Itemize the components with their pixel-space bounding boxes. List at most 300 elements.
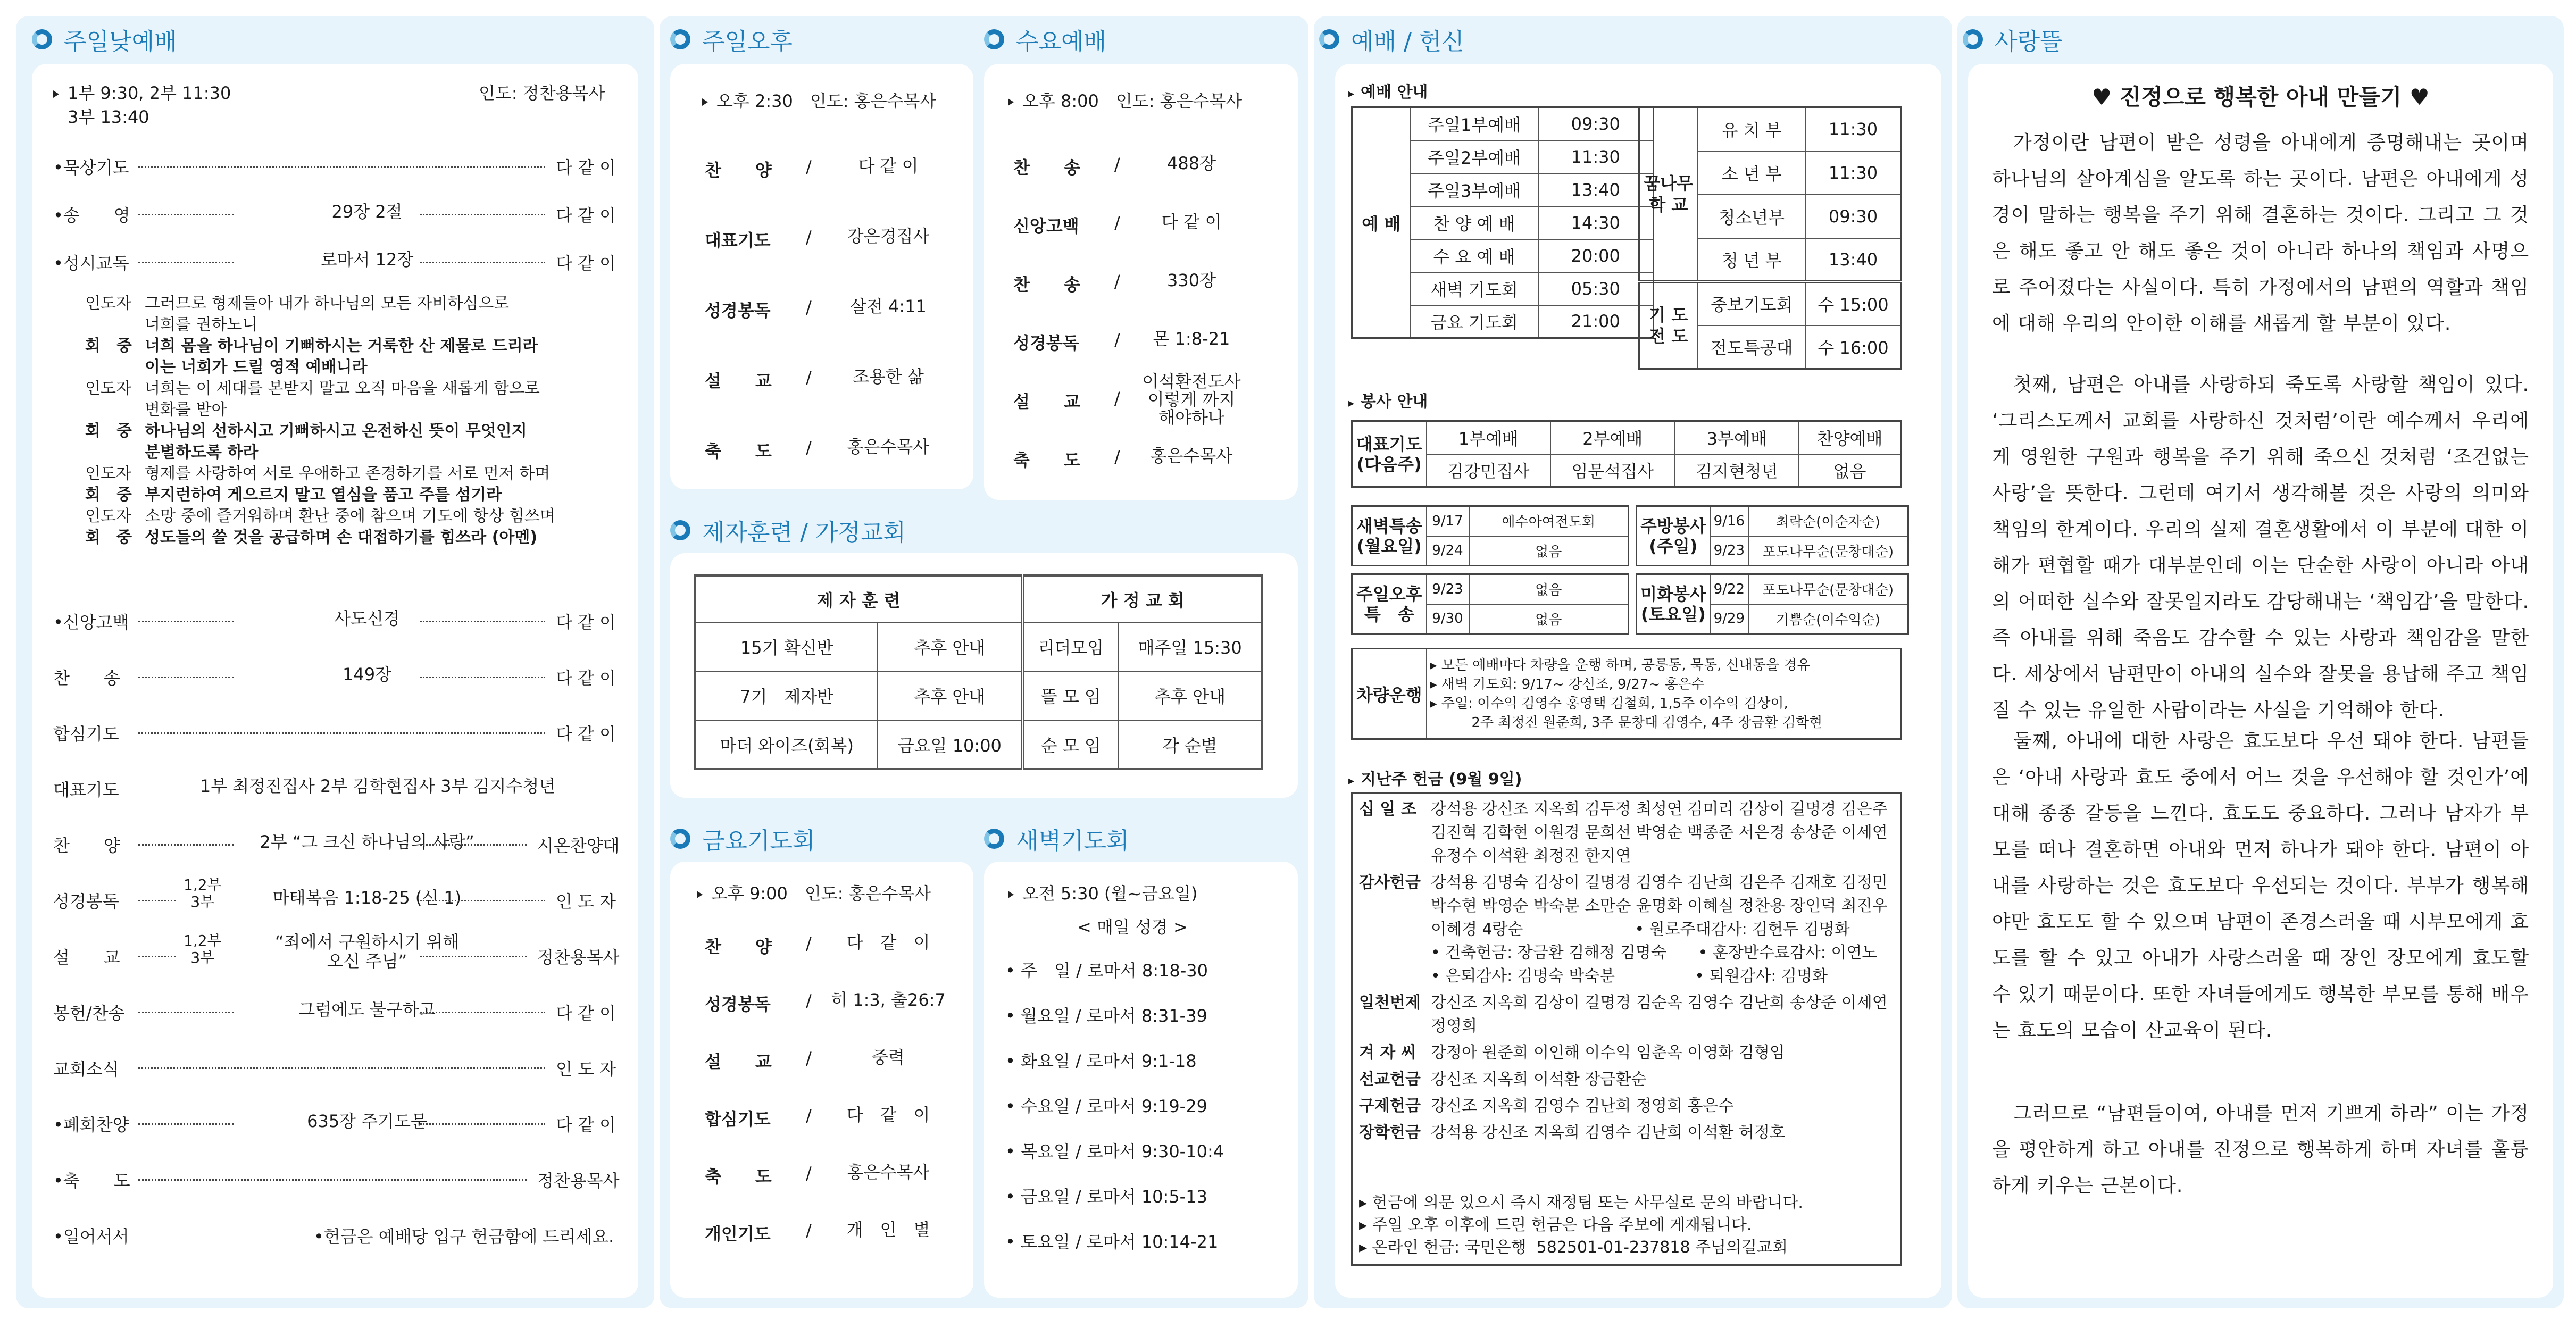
row-slash: /	[1114, 154, 1120, 174]
prayer-lead-value: 임문석집사	[1550, 454, 1675, 487]
section-title-wed	[984, 22, 1106, 56]
dawn-special-value: 없음	[1469, 536, 1629, 566]
litany-line: 하나님의 선하시고 기뻐하시고 온전하신 뜻이 무엇인지	[145, 422, 527, 440]
leader-dots	[420, 900, 545, 901]
order-value: 마태복음 1:18-25 (신 1)	[272, 888, 462, 908]
worship-row	[1352, 107, 1654, 140]
beauty-value: 기쁨순(이수익순)	[1748, 604, 1908, 634]
row-label: 찬 양	[705, 160, 772, 180]
worship-cell: 20:00	[1538, 239, 1654, 272]
section-title-disciple	[670, 513, 906, 547]
litany-speaker: 인도자	[85, 379, 131, 398]
row-label: 합심기도	[705, 1109, 771, 1129]
row-label: 축 도	[1013, 450, 1080, 470]
dawn-special-date: 9/17	[1427, 506, 1469, 536]
worship-cell: 09:30	[1538, 107, 1654, 140]
row-value: 다 같 이	[846, 932, 930, 953]
disciple-cell: 금요일 10:00	[878, 720, 1022, 769]
row-value: 몬 1:8-21	[1153, 329, 1230, 349]
row-slash: /	[806, 438, 812, 458]
row-value: 홍은수목사	[847, 437, 930, 457]
leader-dots	[420, 844, 527, 846]
order-right: 다 같 이	[556, 668, 616, 688]
triangle-icon	[702, 98, 708, 106]
offer-names: 강신조 지옥희 이석환 장금환순	[1431, 1070, 1647, 1089]
order-label: •묵상기도	[53, 157, 129, 178]
order-tag: 1,2부 3부	[184, 932, 222, 966]
school-cell: 11:30	[1806, 151, 1900, 195]
offer-label: 선교헌금	[1359, 1070, 1421, 1089]
litany-speaker: 회 중	[85, 486, 132, 504]
disciple-cell: 7기 제자반	[695, 671, 878, 720]
prayer-lead-value: 없음	[1799, 454, 1900, 487]
ring-icon	[984, 829, 1004, 849]
row-label: 축 도	[705, 1166, 772, 1187]
disciple-cell: 매주일 15:30	[1118, 622, 1262, 671]
order-right: 정찬용목사	[537, 947, 620, 967]
prayer-lead-head: 찬양예배	[1799, 421, 1900, 454]
triangle-icon	[1008, 891, 1014, 898]
sunpm-special-label: 주일오후 특 송	[1352, 574, 1427, 634]
kitchen-value: 최락순(이순자순)	[1748, 506, 1908, 536]
sun-pm-leader: 인도: 홍은수목사	[810, 91, 937, 111]
litany-line: 소망 중에 즐거워하며 환난 중에 참으며 기도에 항상 힘쓰며	[145, 507, 555, 525]
disciple-cell: 마더 와이즈(회복)	[695, 720, 878, 769]
dawn-reading: • 토요일 / 로마서 10:14-21	[1005, 1232, 1219, 1252]
offer-label: 일천번제	[1359, 994, 1421, 1012]
service-title: ▸ 봉사 안내	[1348, 393, 1428, 411]
row-label: 신앙고백	[1013, 216, 1079, 236]
row-label: 개인기도	[705, 1224, 771, 1244]
row-slash: /	[806, 1106, 812, 1126]
disciple-cell: 순 모 임	[1022, 720, 1118, 769]
worship-label: 예 배	[1352, 107, 1411, 338]
order-right: 다 같 이	[556, 1003, 616, 1023]
disciple-cell: 리더모임	[1022, 622, 1118, 671]
leader-dots	[138, 1123, 234, 1125]
litany-speaker: 인도자	[85, 464, 131, 483]
prayer-cell: 수 15:00	[1806, 282, 1900, 325]
house-church-head: 가 정 교 회	[1022, 575, 1262, 622]
leader-dots	[420, 621, 545, 622]
kitchen-label: 주방봉사 (주일)	[1637, 506, 1710, 566]
prayer-lead-value: 김강민집사	[1427, 454, 1551, 487]
offer-names: 강정아 원준희 이인해 이수익 임춘옥 이영화 김형임	[1431, 1043, 1785, 1062]
order-tag: 1,2부 3부	[184, 876, 222, 911]
prayer-lead-label: 대표기도 (다음주)	[1352, 421, 1427, 487]
order-value: 2부 “그 크신 하나님의 사랑”	[260, 832, 474, 852]
ring-icon	[670, 520, 690, 540]
dawn-reading: • 주 일 / 로마서 8:18-30	[1005, 961, 1208, 981]
beauty-value: 포도나무순(문창대순)	[1748, 574, 1908, 604]
row-label: 대표기도	[705, 230, 771, 251]
litany-line: 형제를 사랑하여 서로 우애하고 존경하기를 서로 먼저 하며	[145, 464, 551, 483]
section-title-dawn	[984, 822, 1129, 856]
sunpm-special-date: 9/30	[1427, 604, 1469, 634]
offer-names: 강신조 지옥희 김상이 길명경 김순옥 김영수 김난희 송상준 이세연	[1431, 994, 1888, 1012]
wed-title: 수요예배	[1016, 28, 1107, 55]
car-line: ▸ 주일: 이수익 김영수 홍영택 김철회, 1,5주 이수익 김상이,	[1430, 695, 1788, 712]
prayer-lead-head: 3부예배	[1675, 421, 1799, 454]
row-slash: /	[806, 1048, 812, 1068]
sunday-times2: 3부 13:40	[68, 107, 149, 127]
triangle-icon	[1008, 98, 1014, 106]
row-label: 성경봉독	[1013, 333, 1079, 353]
fri-time-text: 오후 9:00	[711, 883, 788, 904]
school-cell: 11:30	[1806, 107, 1900, 151]
order-label: 합심기도	[53, 724, 119, 744]
worship-cell: 금요 기도회	[1411, 305, 1538, 338]
disciple-cell: 추후 안내	[1118, 671, 1262, 720]
offer-names: 강석용 강신조 지옥희 김두정 최성연 김미리 김상이 길명경 김은주	[1431, 800, 1888, 819]
order-label: 찬 송	[53, 668, 120, 688]
leader-dots	[138, 1012, 234, 1013]
worship-cell: 주일3부예배	[1411, 173, 1538, 206]
row-slash: /	[806, 368, 812, 388]
row-slash: /	[806, 297, 812, 318]
dawn-time-text: 오전 5:30 (월~금요일)	[1022, 883, 1198, 904]
disciple-cell: 각 순별	[1118, 720, 1262, 769]
leader-dots	[420, 677, 545, 678]
order-label: 대표기도	[53, 780, 119, 800]
leader-dots	[138, 900, 176, 901]
order-right: 인 도 자	[556, 1059, 616, 1079]
row-label: 성경봉독	[705, 994, 771, 1014]
worship-cell: 14:30	[1538, 206, 1654, 239]
leader-dots	[138, 956, 176, 957]
row-value: 다 같 이	[858, 156, 919, 176]
section-title-love	[1963, 22, 2063, 56]
row-value: 488장	[1167, 153, 1216, 173]
dawn-special	[1351, 505, 1629, 566]
triangle-icon	[53, 90, 59, 98]
dawn-reading: • 목요일 / 로마서 9:30-10:4	[1005, 1141, 1224, 1162]
sunday-times	[53, 80, 231, 104]
row-slash: /	[1114, 271, 1120, 291]
row-label: 설 교	[1013, 391, 1080, 412]
offer-title-text: 지난주 헌금 (9월 9일)	[1361, 770, 1522, 789]
offer-names: 강신조 지옥희 김영수 김난희 정영희 홍은수	[1431, 1097, 1734, 1115]
order-right: 다 같 이	[556, 1115, 616, 1135]
offer-names: • 건축헌금: 장금환 김해정 김명숙 • 훈장반수료감사: 이연노	[1431, 944, 1878, 962]
row-label: 성경봉독	[705, 300, 771, 321]
prayer-lead-value: 김지현청년	[1675, 454, 1799, 487]
order-label: 찬 양	[53, 836, 120, 856]
order-label: •송 영	[53, 205, 130, 226]
order-label: •축 도	[53, 1171, 130, 1191]
worship-cell: 주일2부예배	[1411, 140, 1538, 173]
disciple-table	[694, 574, 1263, 770]
prayer-lead-table	[1351, 420, 1902, 488]
row-slash: /	[806, 227, 812, 247]
worship-cell: 13:40	[1538, 173, 1654, 206]
leader-dots	[420, 1123, 545, 1125]
disciple-cell: 추후 안내	[878, 622, 1022, 671]
dawn-special-value: 예수아여전도회	[1469, 506, 1629, 536]
offer-names: • 은퇴감사: 김명숙 박숙분 • 퇴원감사: 김명화	[1431, 967, 1828, 986]
school-cell: 청소년부	[1698, 195, 1806, 238]
offer-names: 유정수 이석환 최정진 한지연	[1431, 847, 1631, 865]
school-cell: 소 년 부	[1698, 151, 1806, 195]
litany-line: 부지런하여 게으르지 말고 열심을 품고 주를 섬기라	[145, 486, 502, 504]
row-label: 찬 양	[705, 937, 772, 957]
order-value: 사도신경	[334, 608, 400, 629]
litany-line: 변화를 받아	[145, 400, 227, 419]
dawn-reading: • 월요일 / 로마서 8:31-39	[1005, 1006, 1207, 1026]
fri-time	[697, 880, 931, 905]
offer-note: ▸ 헌금에 의문 있으시 즉시 재정팀 또는 사무실로 문의 바랍니다.	[1359, 1193, 1803, 1212]
order-right: 인 도 자	[556, 891, 616, 912]
disciple-cell: 15기 확신반	[695, 622, 878, 671]
row-slash: /	[806, 933, 812, 954]
offer-label: 구제헌금	[1359, 1097, 1421, 1115]
offer-label: 십 일 조	[1359, 800, 1416, 819]
school-cell: 13:40	[1806, 238, 1900, 282]
order-value: 로마서 12장	[320, 249, 414, 270]
dawn-special-row	[1352, 506, 1629, 536]
school-label: 꿈나무 학 교	[1639, 107, 1698, 282]
litany-speaker: 회 중	[85, 337, 132, 355]
row-label: 설 교	[705, 371, 772, 391]
school-table	[1638, 106, 1902, 370]
order-value: 그럼에도 불구하고	[298, 999, 436, 1020]
ring-icon	[32, 29, 52, 49]
litany-line: 너희를 권하노니	[145, 315, 258, 334]
prayer-label: 기 도 전 도	[1639, 282, 1698, 369]
wed-time	[1008, 88, 1242, 112]
beauty-date: 9/29	[1710, 604, 1748, 634]
order-value: 1부 최정진집사 2부 김학현집사 3부 김지수청년	[199, 776, 556, 796]
sunday-leader: 인도: 정찬용목사	[479, 83, 605, 103]
leader-dots	[420, 214, 545, 215]
dawn-reading: • 금요일 / 로마서 10:5-13	[1005, 1187, 1207, 1207]
order-right: 다 같 이	[556, 724, 616, 744]
love-title: 사랑뜰	[1995, 28, 2063, 55]
school-cell: 유 치 부	[1698, 107, 1806, 151]
order-value: 29장 2절	[331, 202, 403, 222]
love-paragraph: 가정이란 남편이 받은 성령을 아내에게 증명해내는 곳이며 하나님의 살아계심을 알도록 하는 곳이다. 남편은 아내에게 성경이 말하는 행복을 주기 위해 결혼하는 것이다. 그리고 그 것은 해도 좋고 안 해도 좋은 것이 아니라 하나의 책임과 사명으로 주어졌다는 사실이다. 특히 가정에서의 남편의 역할과 책임에 대해 우리의 안이한 이해를 새롭게 할 부분이 있다.	[1992, 132, 2529, 335]
worship-cell: 21:00	[1538, 305, 1654, 338]
offer-note: ▸ 온라인 헌금: 국민은행 582501-01-237818 주님의길교회	[1359, 1238, 1788, 1257]
ring-icon	[984, 29, 1004, 49]
offer-title: ▸ 지난주 헌금 (9월 9일)	[1348, 770, 1522, 789]
order-label: •성시교독	[53, 253, 129, 273]
prayer-lead-head: 1부예배	[1427, 421, 1551, 454]
kitchen-value: 포도나무순(문창대순)	[1748, 536, 1908, 566]
car-table	[1351, 648, 1902, 740]
prayer-cell: 전도특공대	[1698, 325, 1806, 369]
order-label: •일어서서	[53, 1226, 129, 1247]
dawn-title: 새벽기도회	[1016, 828, 1129, 855]
leader-dots	[138, 844, 234, 846]
love-heading: ♥ 진정으로 행복한 아내 만들기 ♥	[2091, 84, 2430, 110]
section-title-sunday	[32, 22, 177, 56]
worship-cell: 새벽 기도회	[1411, 272, 1538, 305]
prayer-cell: 수 16:00	[1806, 325, 1900, 369]
leader-dots	[138, 214, 234, 215]
triangle-icon	[697, 891, 703, 898]
kitchen-row	[1637, 506, 1908, 536]
order-value: “죄에서 구원하시기 위해 오신 주님”	[274, 932, 460, 971]
beauty-label: 미화봉사 (토요일)	[1637, 574, 1710, 634]
beauty-row	[1637, 574, 1908, 604]
order-right: 정찬용목사	[537, 1171, 620, 1191]
sun-pm-time-text: 오후 2:30	[716, 91, 793, 111]
offer-names: 강석용 김명숙 김상이 길명경 김영수 김난희 김은주 김재호 김정민	[1431, 873, 1888, 892]
love-paragraph: 둘째, 아내에 대한 사랑은 효도보다 우선 돼야 한다. 남편들은 ‘아내 사랑과 효도 중에서 어느 것을 우선해야 할 것인가’에 대해 종종 갈등을 느낀다. 효도도 중요하다. 그러나 남자가 부모를 떠나 결혼하면 아내와 먼저 하나가 돼야 한다. 남편이 아내를 사랑하는 것은 효도보다 우선되는 것이다. 부부가 행복해야만 효도도 할 수 있으며 남편이 존경스러울 때 시부모에게 효도를 할 수 있고 아내가 사랑스러울 때 장인 장모에게 효도할 수 있기 때문이다. 또한 자녀들에게도 행복한 부모를 통해 배우는 효도의 모습이 산교육이 된다.	[1992, 730, 2529, 1041]
worship-cell: 주일1부예배	[1411, 107, 1538, 140]
leader-dots	[138, 621, 234, 622]
sunday-title: 주일낮예배	[64, 28, 177, 55]
leader-dots	[138, 262, 234, 263]
card-sun-pm	[670, 64, 973, 489]
offer-names: 박수현 박영순 박숙분 소만순 윤명화 이혜실 정찬용 장인덕 최진우	[1431, 897, 1888, 915]
order-label: 설 교	[53, 947, 120, 967]
guide-title: ▸ 예배 안내	[1348, 83, 1428, 102]
prayer-row	[1639, 282, 1901, 325]
kitchen-date: 9/23	[1710, 536, 1748, 566]
section-title-worship	[1319, 22, 1464, 56]
order-value: 149장	[343, 664, 391, 684]
order-right: 다 같 이	[556, 612, 616, 632]
leader-dots	[138, 732, 545, 734]
fri-leader: 인도: 홍은수목사	[804, 883, 931, 904]
beauty-date: 9/22	[1710, 574, 1748, 604]
dawn-time	[1008, 880, 1197, 905]
row-slash: /	[806, 157, 812, 177]
school-cell: 청 년 부	[1698, 238, 1806, 282]
row-slash: /	[1114, 388, 1120, 408]
car-line: ▸ 모든 예배마다 차량을 운행 하며, 공릉동, 묵동, 신내동을 경유	[1430, 657, 1811, 673]
disciple-title: 제자훈련 / 가정교회	[702, 519, 906, 546]
kitchen	[1636, 505, 1909, 566]
row-value: 개 인 별	[846, 1220, 930, 1240]
litany-speaker: 인도자	[85, 507, 131, 525]
row-value: 조용한 삶	[853, 366, 924, 387]
section-title-sun-pm	[670, 22, 793, 56]
worship-title: 예배 / 헌신	[1351, 28, 1464, 55]
litany-line: 너희는 이 세대를 본받지 말고 오직 마음을 새롭게 함으로	[145, 379, 540, 398]
wed-time-text: 오후 8:00	[1022, 91, 1099, 111]
ring-icon	[670, 29, 690, 49]
sunpm-special-date: 9/23	[1427, 574, 1469, 604]
car-info	[1427, 649, 1901, 739]
offer-label: 장학헌금	[1359, 1123, 1421, 1142]
row-slash: /	[1114, 330, 1120, 350]
car-line: ▸ 새벽 기도회: 9/17~ 강신조, 9/27~ 홍은수	[1430, 676, 1705, 692]
offer-label: 겨 자 씨	[1359, 1043, 1416, 1062]
leader-dots	[138, 166, 545, 168]
worship-time-table	[1351, 106, 1654, 339]
litany-line: 분별하도록 하라	[145, 443, 259, 462]
disciple-cell: 뜰 모 임	[1022, 671, 1118, 720]
order-right: 시온찬양대	[537, 836, 620, 856]
sunpm-special-value: 없음	[1469, 604, 1629, 634]
order-value: 635장 주기도문	[307, 1111, 427, 1131]
prayer-lead-head: 2부예배	[1550, 421, 1675, 454]
beauty	[1636, 573, 1909, 635]
row-label: 설 교	[705, 1051, 772, 1072]
offer-names: 강석용 강신조 지옥희 김영수 김난희 이석환 허정호	[1431, 1123, 1785, 1142]
leader-dots	[420, 1012, 545, 1013]
love-paragraph: 첫째, 남편은 아내를 사랑하되 죽도록 사랑할 책임이 있다. ‘그리스도께서 교회를 사랑하신 것처럼’이란 예수께서 우리에게 영원한 구원과 행복을 주기 위해 죽으신 것처럼 ‘조건없는 사랑’을 뜻한다. 그런데 여기서 생각해볼 것은 사랑의 의미와 책임의 한계이다. 우리의 실제 결혼생활에서 이 부분에 대한 이해가 편협할 때가 대부분인데 이는 단순한 사랑이 아니라 아내의 어떠한 실수와 잘못일지라도 감당해내는 ‘책임감’을 말한다. 즉 아내를 위해 죽음도 감수할 수 있는 사랑과 책임감을 말한다. 세상에서 남편만이 아내의 실수와 잘못을 용납해 주고 책임질 수 있는 유일한 사람이라는 사실을 기억해야 한다.	[1992, 374, 2529, 721]
worship-cell: 찬 양 예 배	[1411, 206, 1538, 239]
guide-title-text: 예배 안내	[1361, 83, 1428, 102]
order-label: 교회소식	[53, 1059, 119, 1079]
litany-line: 성도들의 쓸 것을 공급하며 손 대접하기를 힘쓰라 (아멘)	[145, 528, 538, 547]
row-value: 다 같 이	[1161, 212, 1222, 232]
row-value: 살전 4:11	[850, 296, 927, 316]
row-slash: /	[1114, 213, 1120, 233]
litany-line: 그러므로 형제들아 내가 하나님의 모든 자비하심으로	[145, 294, 510, 313]
row-slash: /	[1114, 447, 1120, 467]
sun-pm-title: 주일오후	[702, 28, 793, 55]
car-line: 2주 최정진 원준희, 3주 문창대 김영수, 4주 장금환 김학현	[1430, 714, 1823, 731]
dawn-reading: • 수요일 / 로마서 9:19-29	[1005, 1096, 1207, 1116]
row-label: 축 도	[705, 441, 772, 461]
offer-names: 이혜경 4랑순 • 원로주대감사: 김헌두 김명화	[1431, 920, 1850, 939]
worship-cell: 수 요 예 배	[1411, 239, 1538, 272]
row-slash: /	[806, 991, 812, 1011]
row-label: 찬 송	[1013, 274, 1080, 295]
litany-line: 너희 몸을 하나님이 기뻐하시는 거룩한 산 제물로 드리라	[145, 337, 538, 355]
offer-label: 감사헌금	[1359, 873, 1421, 892]
leader-dots	[420, 262, 545, 263]
litany-speaker: 회 중	[85, 528, 132, 547]
order-label: •신앙고백	[53, 612, 129, 632]
order-right: 다 같 이	[556, 205, 616, 226]
leader-dots	[138, 677, 234, 678]
dawn-special-label: 새벽특송 (월요일)	[1352, 506, 1427, 566]
wed-leader: 인도: 홍은수목사	[1115, 91, 1243, 111]
service-title-text: 봉사 안내	[1361, 393, 1428, 411]
order-label: 봉헌/찬송	[53, 1003, 125, 1023]
section-title-fri	[670, 822, 815, 856]
love-paragraph: 그러므로 “남편들이여, 아내를 먼저 기쁘게 하라” 이는 가정을 평안하게 하고 아내를 진정으로 행복하게 하며 자녀를 훌륭하게 키우는 근본이다.	[1992, 1103, 2529, 1197]
order-right: 다 같 이	[556, 253, 616, 273]
ring-icon	[670, 829, 690, 849]
worship-cell: 05:30	[1538, 272, 1654, 305]
order-label: 성경봉독	[53, 891, 119, 912]
litany-speaker: 인도자	[85, 294, 131, 313]
row-slash: /	[806, 1221, 812, 1241]
row-value: 홍은수목사	[1150, 446, 1233, 466]
row-value: 330장	[1167, 270, 1216, 290]
dawn-reading: • 화요일 / 로마서 9:1-18	[1005, 1051, 1197, 1071]
kitchen-date: 9/16	[1710, 506, 1748, 536]
worship-cell: 11:30	[1538, 140, 1654, 173]
row-value: 홍은수목사	[847, 1162, 930, 1182]
sunpm-special-value: 없음	[1469, 574, 1629, 604]
row-label: 찬 송	[1013, 157, 1080, 178]
order-right: •헌금은 예배당 입구 헌금함에 드리세요.	[314, 1226, 614, 1247]
car-label: 차량운행	[1352, 649, 1427, 739]
school-cell: 09:30	[1806, 195, 1900, 238]
litany-line: 이는 너희가 드릴 영적 예배니라	[145, 358, 368, 377]
disciple-cell: 추후 안내	[878, 671, 1022, 720]
leader-dots	[420, 956, 527, 957]
sunpm-special	[1351, 573, 1629, 635]
leader-dots	[138, 1179, 527, 1181]
offer-names: 김진혁 김학현 이원경 문희선 박영순 백종준 서은경 송상준 이세연	[1431, 823, 1888, 842]
leader-dots	[138, 1067, 545, 1069]
offer-names: 정영희	[1431, 1017, 1477, 1036]
row-value: 중력	[872, 1047, 905, 1067]
disciple-head: 제 자 훈 련	[695, 575, 1022, 622]
row-value: 히 1:3, 출26:7	[831, 990, 946, 1010]
litany-speaker: 회 중	[85, 422, 132, 440]
prayer-cell: 중보기도회	[1698, 282, 1806, 325]
